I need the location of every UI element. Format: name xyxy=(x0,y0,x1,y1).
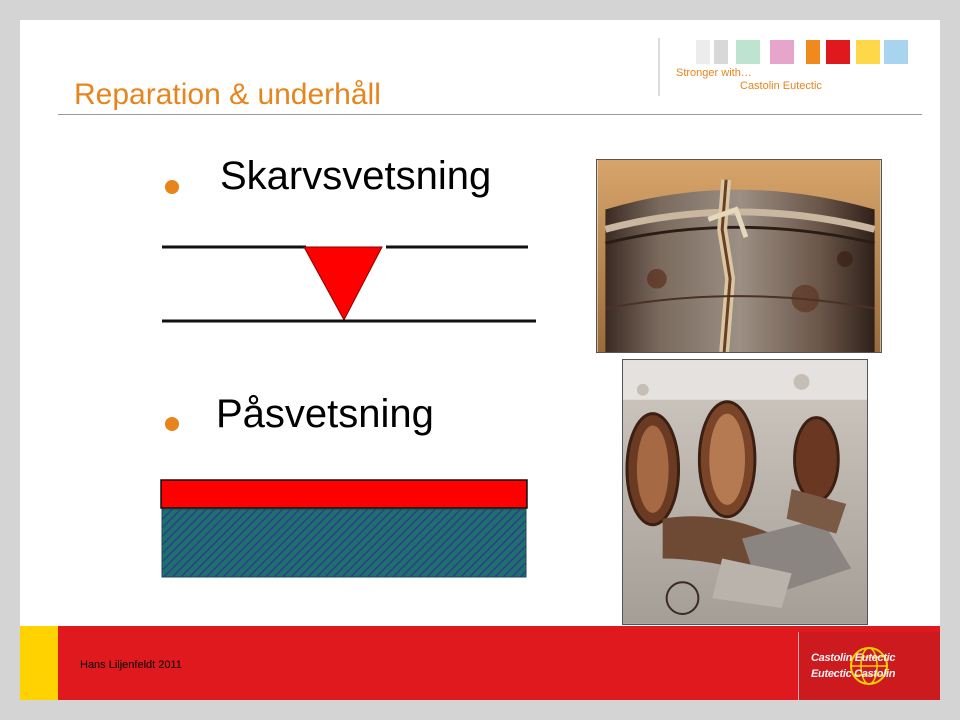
swatch-5 xyxy=(806,40,820,64)
swatch-7 xyxy=(856,40,880,64)
swatch-4 xyxy=(770,40,794,64)
footer-author: Hans Liljenfeldt 2011 xyxy=(80,659,182,671)
photo-worn-screw-conveyors xyxy=(622,359,868,625)
overlay-weld-diagram xyxy=(160,478,532,580)
slide-title: Reparation & underhåll xyxy=(74,78,381,111)
butt-weld-diagram xyxy=(160,240,540,330)
swatch-8 xyxy=(884,40,908,64)
surfacing-layer xyxy=(161,480,527,508)
slide xyxy=(20,20,940,700)
base-material xyxy=(162,509,526,577)
v-weld-bead xyxy=(304,247,382,320)
logo-line-1: Castolin Eutectic xyxy=(811,652,896,664)
swatch-2 xyxy=(714,40,728,64)
tagline-line-1: Stronger with… xyxy=(676,67,752,79)
title-underline xyxy=(58,114,922,115)
bullet-surfacing xyxy=(165,417,179,431)
heading-surfacing: Påsvetsning xyxy=(216,392,434,436)
swatch-1 xyxy=(696,40,710,64)
tagline-line-2: Castolin Eutectic xyxy=(740,80,822,92)
photo-cracked-drum xyxy=(596,159,882,353)
castolin-eutectic-logo xyxy=(798,632,940,700)
swatch-6 xyxy=(826,40,850,64)
footer-yellow-band xyxy=(20,626,58,700)
logo-line-2: Eutectic Castolin xyxy=(811,668,896,680)
bullet-joint-welding xyxy=(165,180,179,194)
header-divider xyxy=(658,38,660,96)
heading-joint-welding: Skarvsvetsning xyxy=(220,154,492,198)
swatch-3 xyxy=(736,40,760,64)
